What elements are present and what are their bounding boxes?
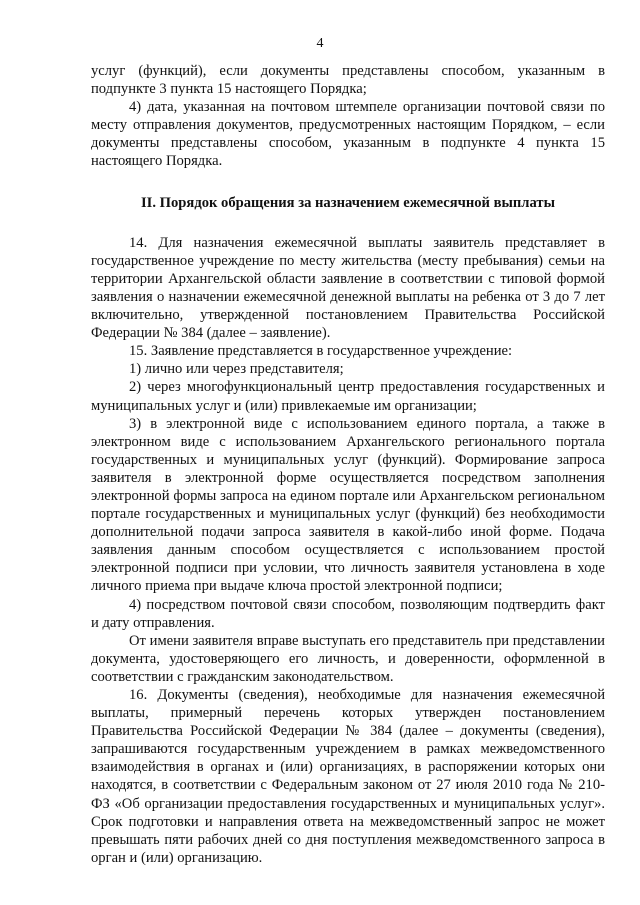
page-number: 4 xyxy=(316,36,324,51)
paragraph-15-item-3: 3) в электронной виде с использованием единого портала, а также в электронном виде с использованием Архангельского регионального портала государственных и муниципальных услуг (функций). Формирование запроса заявителя в электронной форме осуществляется посредством заполнения электронной формы запроса на едином портале или Архангельском региональном портале государственных и муниципальных услуг (функций) без необходимости дополнительной подачи запроса заявителя в какой-либо иной форме. Подача заявления данным способом осуществляется с использованием простой электронной подписи при условии, что личность заявителя установлена в ходе личного приема при выдаче ключа простой электронной подписи; xyxy=(91,415,605,595)
paragraph-15-item-1: 1) лично или через представителя; xyxy=(129,361,344,378)
paragraph-representative: От имени заявителя вправе выступать его представитель при представлении документа, удостоверяющего его личность, и доверенности, оформленной в соответствии с гражданским законодательством. xyxy=(91,632,605,685)
section-heading: II. Порядок обращения за назначением ежемесячной выплаты xyxy=(141,194,555,211)
paragraph-15-item-2: 2) через многофункциональный центр предоставления государственных и муниципальных услуг и (или) привлекаемые им организации; xyxy=(91,379,605,414)
paragraph-continuation: услуг (функций), если документы представлены способом, указанным в подпункте 3 пункта 15 настоящего Порядка; xyxy=(91,63,605,98)
paragraph-15: 15. Заявление представляется в государственное учреждение: xyxy=(129,343,513,360)
paragraph-item-4-date: 4) дата, указанная на почтовом штемпеле организации почтовой связи по месту отправления документов, предусмотренных настоящим Порядком, – если документы представлены способом, указанным в подпункте 4 пункта 15 настоящего Порядка. xyxy=(91,99,605,170)
paragraph-14: 14. Для назначения ежемесячной выплаты заявитель представляет в государственное учреждение по месту жительства (месту пребывания) семьи на территории Архангельской области заявление в соответствии с типовой формой заявления о назначении ежемесячной денежной выплаты на ребенка от 3 до 7 лет включительно, утвержденной постановлением Правительства Российской Федерации № 384 (далее – заявление). xyxy=(91,234,605,342)
document-body xyxy=(91,62,605,867)
paragraph-15-item-4: 4) посредством почтовой связи способом, позволяющим подтвердить факт и дату отправления. xyxy=(91,596,605,631)
paragraph-16: 16. Документы (сведения), необходимые для назначения ежемесячной выплаты, примерный перечень которых утвержден постановлением Правительства Российской Федерации № 384 (далее – документы (сведения), запрашиваются государственным учреждением в рамках межведомственного взаимодействия в органах и (или) организациях, в распоряжении которых они находятся, в соответствии с Федеральным законом от 27 июля 2010 года № 210-ФЗ «Об организации предоставления государственных и муниципальных услуг». Срок подготовки и направления ответа на межведомственный запрос не может превышать пяти рабочих дней со дня поступления межведомственного запроса в орган и (или) организацию. xyxy=(91,687,605,866)
